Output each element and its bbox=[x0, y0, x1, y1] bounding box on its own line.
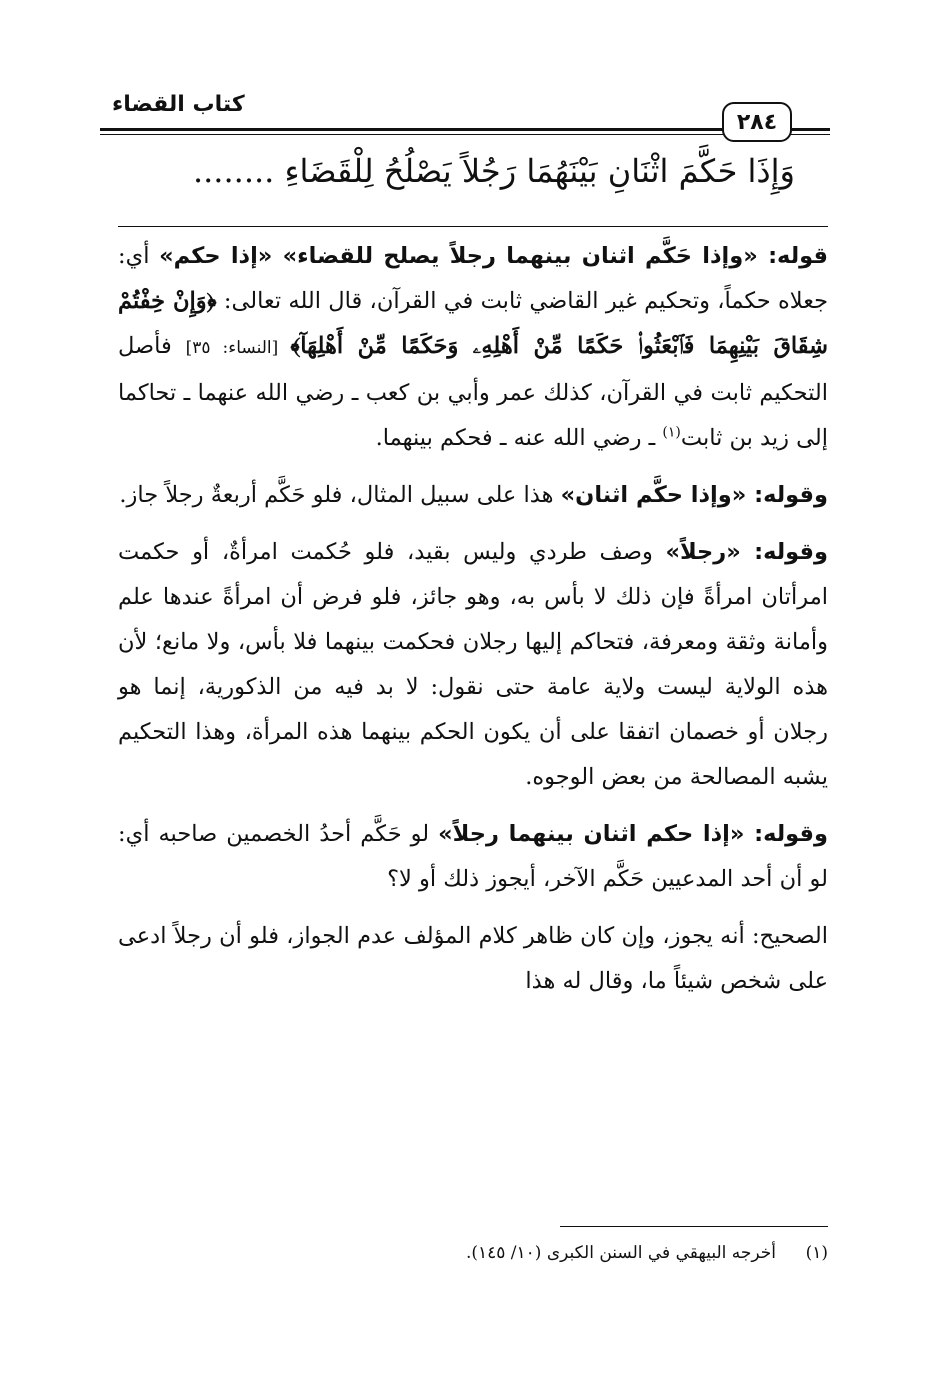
footnote-text: أخرجه البيهقي في السنن الكبرى (١٠/ ١٤٥). bbox=[465, 1243, 776, 1263]
footnote-marker: (١) bbox=[662, 424, 681, 441]
footnote-number: (١) bbox=[805, 1243, 828, 1263]
paragraph-text: الصحيح: أنه يجوز، وإن كان ظاهر كلام المؤلف عدم الجواز، فلو أن رجلاً ادعى على شخص شيئاً ما، وقال له هذا bbox=[118, 923, 828, 994]
header-rule-right bbox=[790, 128, 830, 131]
paragraph-lead: وقوله: bbox=[754, 821, 828, 847]
paragraph-text: ـ رضي الله عنه ـ فحكم بينهما. bbox=[375, 425, 663, 451]
paragraph bbox=[118, 914, 828, 1004]
paragraph-text: لو حَكَّم أحدُ الخصمين صاحبه أي: لو أن أحد المدعيين حَكَّم الآخر، أيجوز ذلك أو لا؟ bbox=[118, 821, 828, 892]
paragraph-lead: قوله: bbox=[768, 243, 828, 269]
paragraph-text: هذا على سبيل المثال، فلو حَكَّم أربعةٌ رجلاً جاز. bbox=[119, 482, 561, 508]
quoted-matn: «وإذا حَكَّم اثنان بينهما رجلاً يصلح للقضاء» «إذا حكم» bbox=[159, 243, 769, 269]
page-header bbox=[100, 88, 830, 148]
quoted-matn: «إذا حكم اثنان بينهما رجلاً» bbox=[438, 821, 755, 847]
header-rule bbox=[100, 128, 725, 131]
page-number: ٢٨٤ bbox=[722, 102, 792, 142]
running-title: كتاب القضاء bbox=[112, 92, 245, 117]
paragraph bbox=[118, 234, 828, 461]
matn-divider bbox=[118, 226, 828, 227]
footnote bbox=[300, 1236, 828, 1270]
paragraph bbox=[118, 473, 828, 518]
paragraph bbox=[118, 530, 828, 800]
paragraph-lead: وقوله: bbox=[754, 482, 828, 508]
commentary-body bbox=[118, 234, 828, 1016]
verse-reference: [النساء: ٣٥] bbox=[185, 338, 291, 358]
footnote-divider bbox=[560, 1226, 828, 1227]
paragraph-text: أي: جعلاه حكماً، وتحكيم غير القاضي ثابت في القرآن، قال الله تعالى: bbox=[118, 243, 828, 314]
quoted-matn: «وإذا حكَّم اثنان» bbox=[560, 482, 755, 508]
header-rule-thin bbox=[100, 134, 725, 135]
quoted-matn: «رجلاً» bbox=[665, 539, 755, 565]
paragraph-text: وصف طردي وليس بقيد، فلو حُكمت امرأةٌ، أو حكمت امرأتان امرأةً فإن ذلك لا بأس به، وهو جائز، فلو فرض أن امرأةً عندها علم وأمانة وثقة ومعرفة، فتحاكم إليها رجلان فحكمت بينهما فلا بأس، ولا مانع؛ لأن هذه الولاية ليست ولاية عامة حتى نقول: لا بد فيه من الذكورية، إنما هو رجلان أو خصمان اتفقا على أن يكون الحكم بينهما هذه المرأة، وهذا التحكيم يشبه المصالحة من بعض الوجوه. bbox=[118, 539, 828, 790]
paragraph-lead: وقوله: bbox=[754, 539, 828, 565]
header-rule-right-thin bbox=[790, 134, 830, 135]
paragraph-text: فأصل التحكيم ثابت في القرآن، كذلك عمر وأبي بن كعب ـ رضي الله عنهما ـ تحاكما إلى زيد بن ثابت bbox=[118, 333, 828, 451]
quran-verse: ﴿وَإِنْ خِفْتُمْ شِقَاقَ بَيْنِهِمَا فَٱبْعَثُوا۟ حَكَمًا مِّنْ أَهْلِهِۦ وَحَكَمًا مِّنْ أَهْلِهَآ﴾ bbox=[118, 288, 828, 359]
paragraph bbox=[118, 812, 828, 902]
matn-text: وَإِذَا حَكَّمَ اثْنَانِ بَيْنَهُمَا رَجُلاً يَصْلُحُ لِلْقَضَاءِ ........ bbox=[192, 152, 795, 190]
